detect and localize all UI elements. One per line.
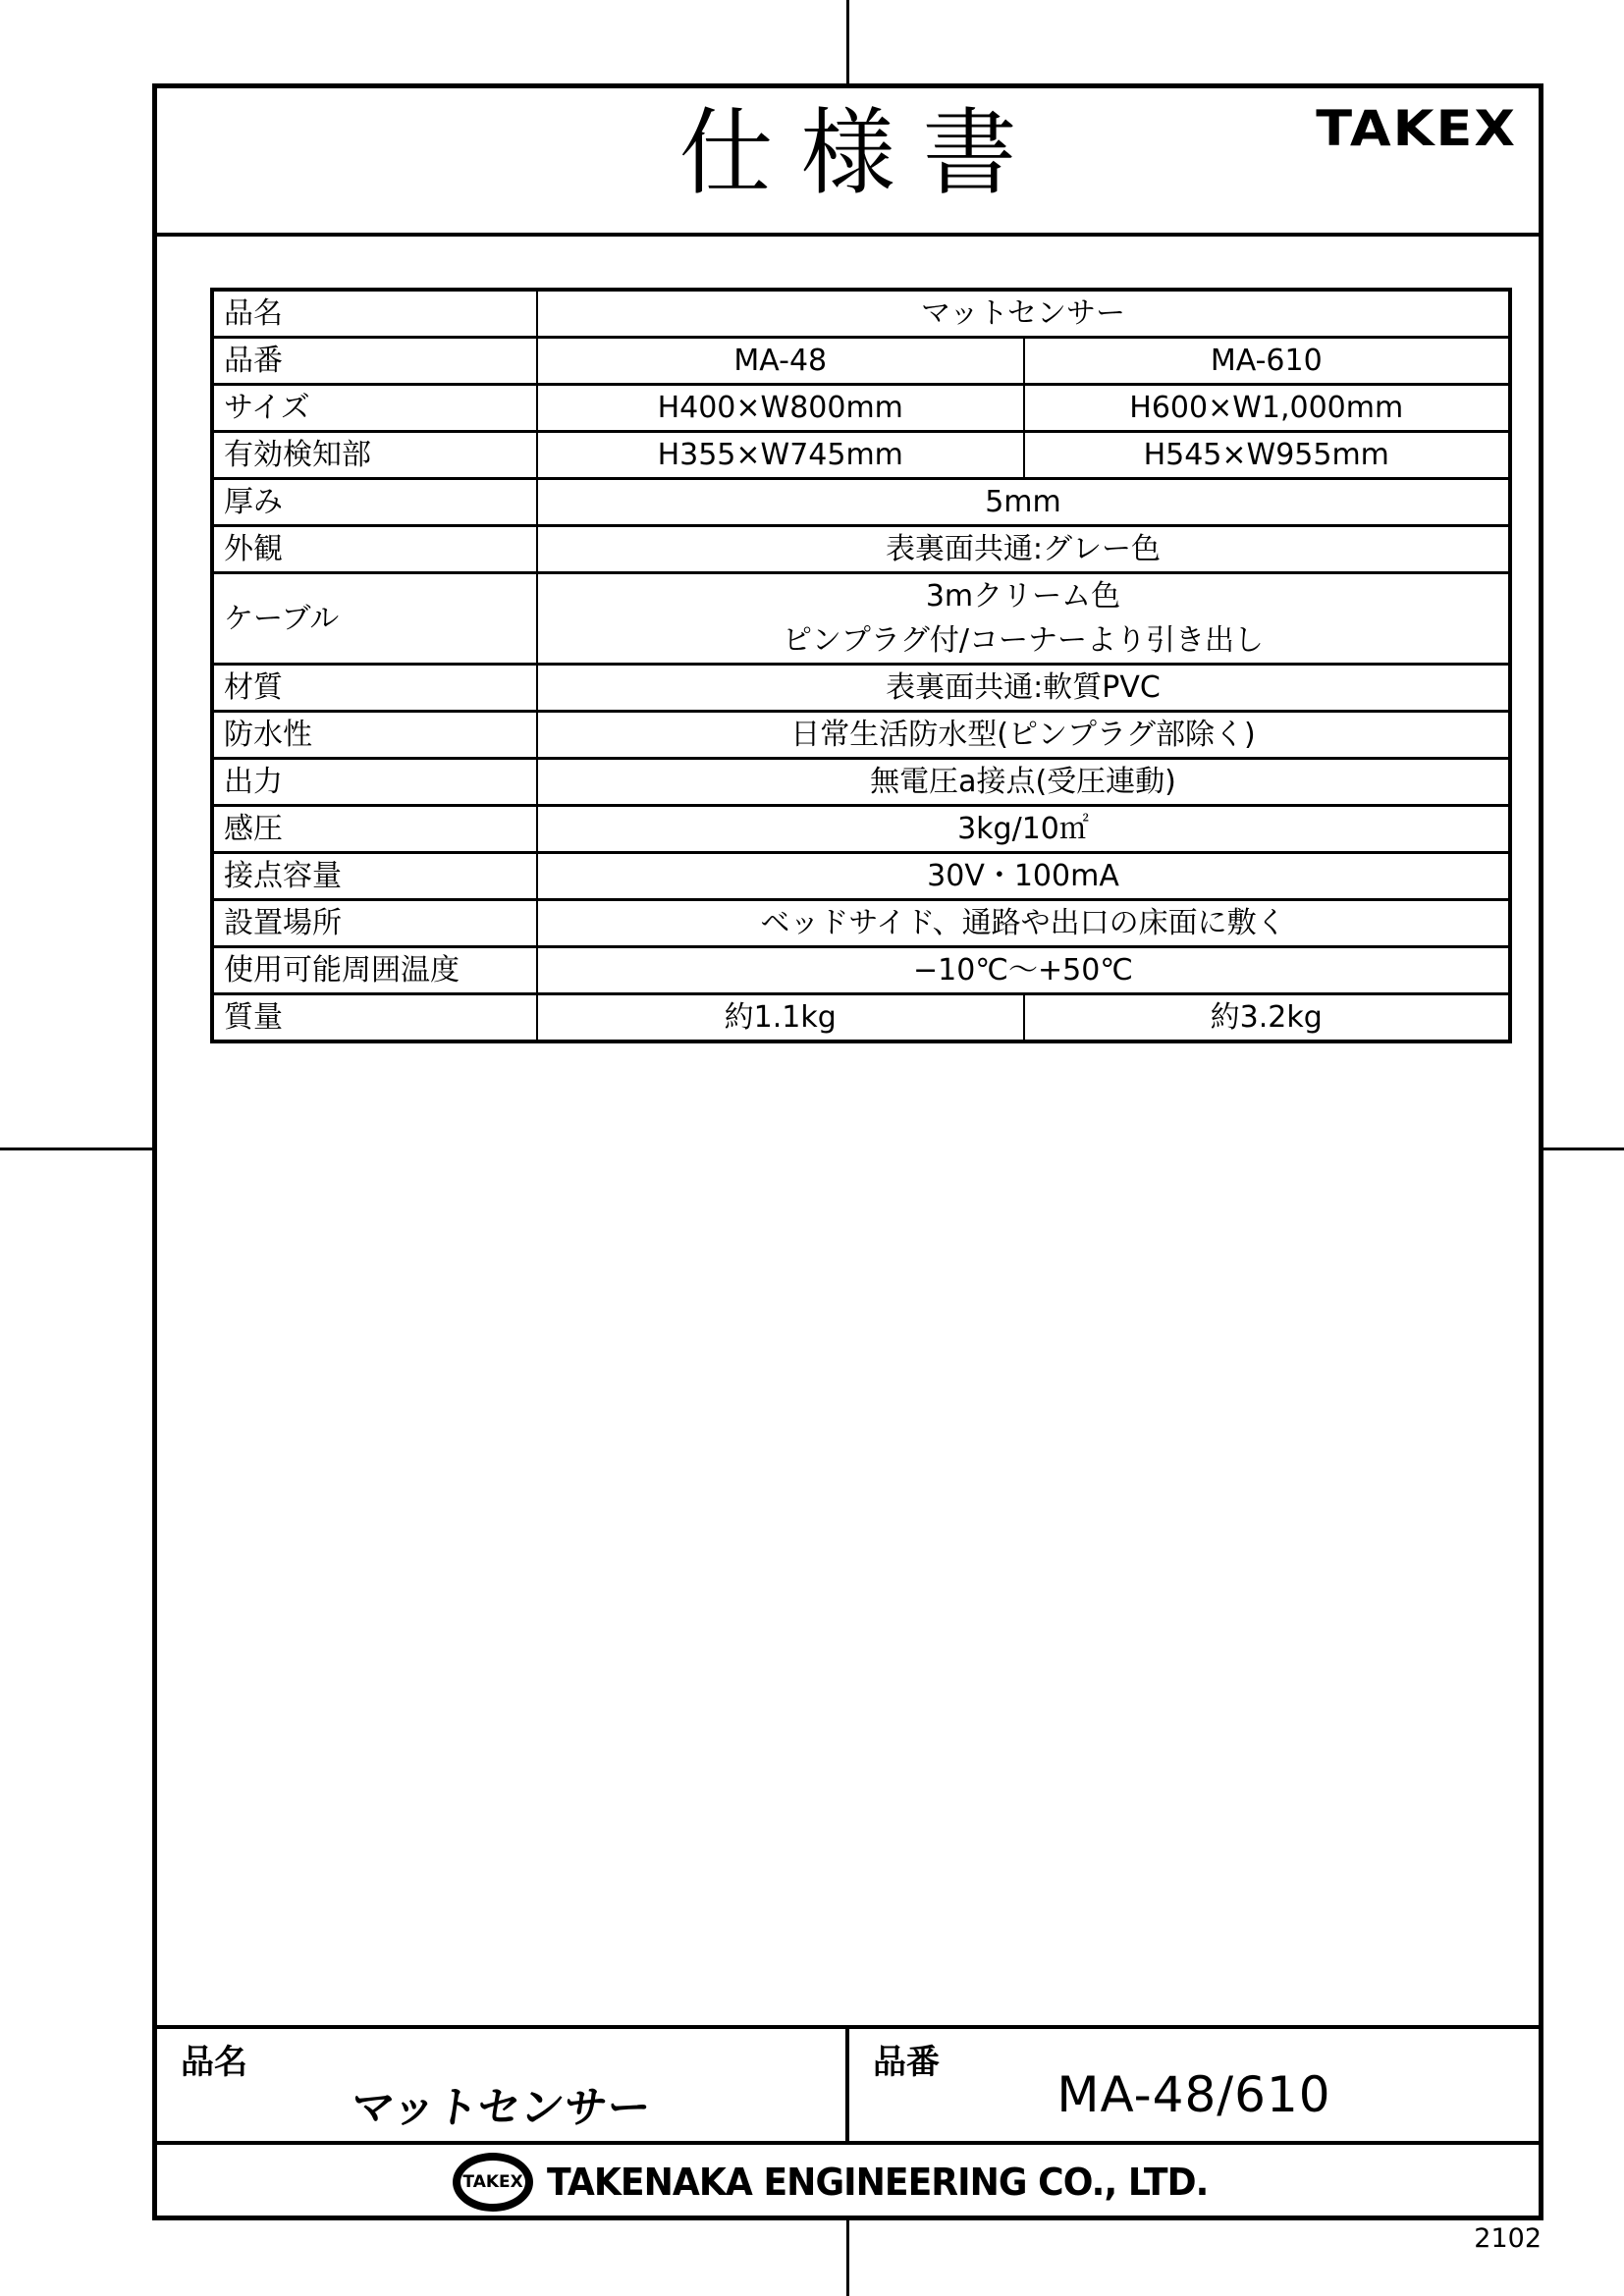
spec-value-cell: 3kg/10㎡ (537, 806, 1510, 853)
spec-value-cell: 約3.2kg (1024, 994, 1511, 1042)
spec-value-cell: 表裏面共通:軟質PVC (537, 665, 1510, 712)
company-footer (157, 2149, 1539, 2216)
spec-value-cell: 日常生活防水型(ピンプラグ部除く) (537, 712, 1510, 759)
crop-mark-left (0, 1148, 152, 1150)
page-number: 2102 (1474, 2223, 1542, 2254)
spec-label-cell: 外観 (212, 526, 537, 573)
spec-label-cell: 接点容量 (212, 853, 537, 900)
page-title: 仕様書 (678, 98, 1045, 208)
spec-label-cell: 出力 (212, 759, 537, 806)
table-row (212, 665, 1510, 712)
spec-label-cell: 使用可能周囲温度 (212, 947, 537, 994)
spec-value-cell: H355×W745mm (537, 432, 1024, 479)
spec-value-cell: H400×W800mm (537, 385, 1024, 432)
table-row (212, 290, 1510, 338)
document-frame (152, 83, 1543, 2220)
table-row (212, 479, 1510, 526)
table-row (212, 385, 1510, 432)
spec-label-cell: 質量 (212, 994, 537, 1042)
spec-label-cell: 材質 (212, 665, 537, 712)
table-row (212, 759, 1510, 806)
model-label: 品番 (873, 2043, 940, 2082)
table-row (212, 526, 1510, 573)
spec-label-cell: 設置場所 (212, 900, 537, 947)
product-name-box (157, 2029, 849, 2141)
spec-table (210, 288, 1512, 1043)
cable-line-1: 3mクリーム色 (925, 579, 1121, 614)
spec-label-cell: 有効検知部 (212, 432, 537, 479)
spec-value-cell: MA-48 (537, 338, 1024, 385)
table-row (212, 712, 1510, 759)
crop-mark-right (1543, 1148, 1624, 1150)
title-block (157, 2025, 1539, 2145)
spec-value-cell: マットセンサー (537, 290, 1510, 338)
spec-label-cell: ケーブル (212, 573, 537, 665)
spec-value-cell: 5mm (537, 479, 1510, 526)
spec-label-cell: 品名 (212, 290, 537, 338)
takex-circle-logo-icon: TAKEX (453, 2153, 533, 2212)
product-name-label: 品名 (181, 2043, 247, 2082)
spec-value-cell: 無電圧a接点(受圧連動) (537, 759, 1510, 806)
spec-value-cell: −10℃〜+50℃ (537, 947, 1510, 994)
spec-value-cell: 約1.1kg (537, 994, 1024, 1042)
header-divider (157, 233, 1539, 237)
spec-value-cell: H545×W955mm (1024, 432, 1511, 479)
crop-mark-top (846, 0, 849, 83)
spec-value-cell: H600×W1,000mm (1024, 385, 1511, 432)
spec-label-cell: 厚み (212, 479, 537, 526)
product-name-value: マットセンサー (347, 2083, 654, 2133)
table-row (212, 853, 1510, 900)
takex-logo: TAKEX (1316, 100, 1517, 157)
spec-value-cell (537, 573, 1510, 665)
spec-label-cell: サイズ (212, 385, 537, 432)
spec-label-cell: 品番 (212, 338, 537, 385)
table-row (212, 432, 1510, 479)
spec-label-cell: 防水性 (212, 712, 537, 759)
table-row (212, 806, 1510, 853)
spec-value-cell: 表裏面共通:グレー色 (537, 526, 1510, 573)
spec-value-cell: ベッドサイド、通路や出口の床面に敷く (537, 900, 1510, 947)
spec-label-cell: 感圧 (212, 806, 537, 853)
table-row (212, 338, 1510, 385)
crop-mark-bottom (846, 2220, 849, 2296)
table-row (212, 900, 1510, 947)
spec-value-cell: 30V・100mA (537, 853, 1510, 900)
table-row (212, 947, 1510, 994)
table-row (212, 573, 1510, 665)
cable-line-2: ピンプラグ付/コーナーより引き出し (782, 623, 1265, 658)
model-box (849, 2029, 1539, 2141)
model-value: MA-48/610 (1056, 2066, 1331, 2123)
table-row (212, 994, 1510, 1042)
spec-value-cell: MA-610 (1024, 338, 1511, 385)
company-name: TAKENAKA ENGINEERING CO., LTD. (547, 2161, 1209, 2204)
